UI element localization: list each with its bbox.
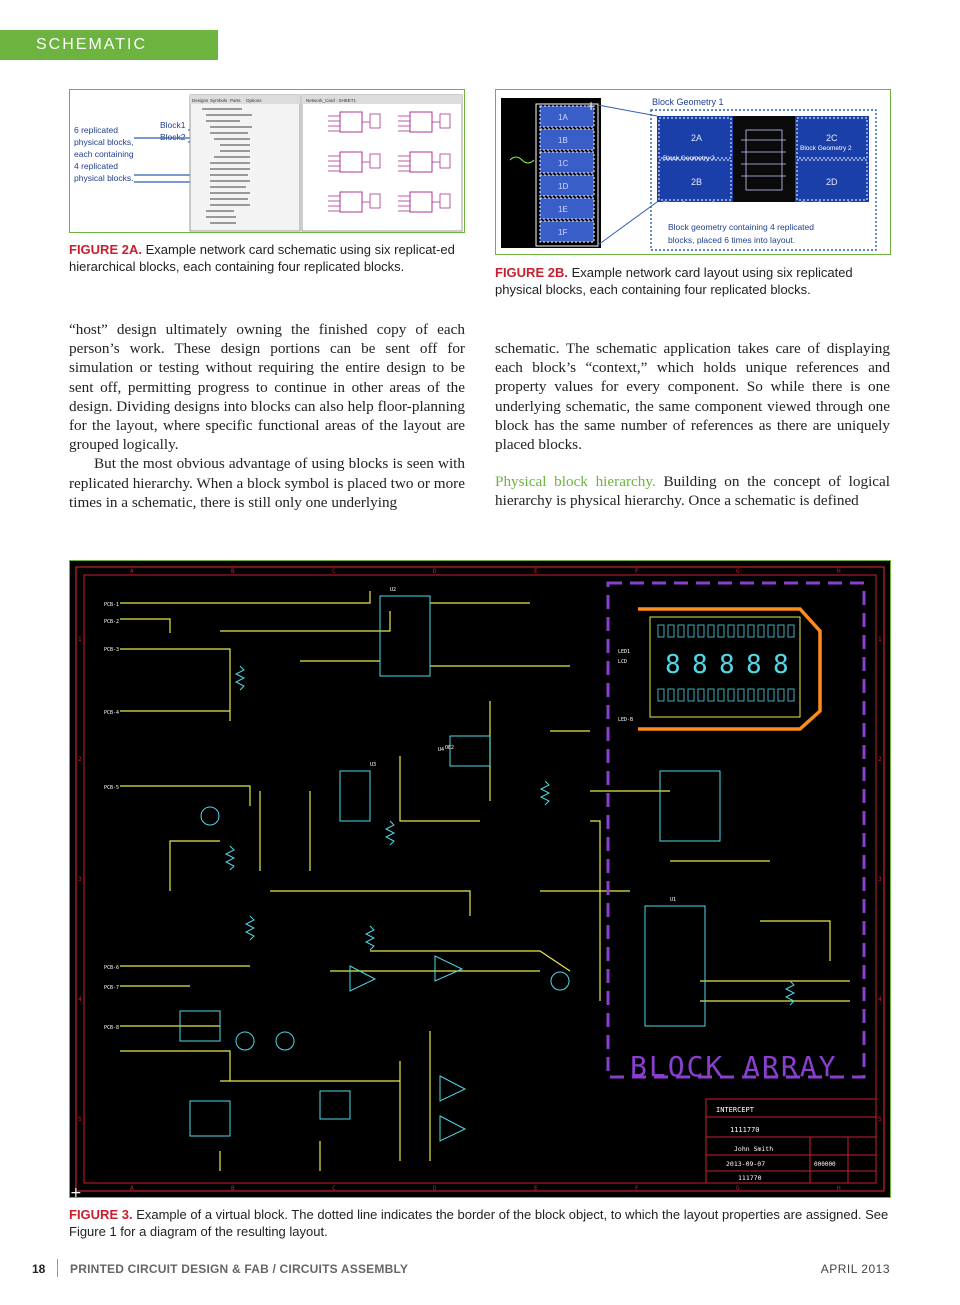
fig3-lcd-digit: 8	[719, 650, 735, 680]
fig3-net-label: PCB-6	[104, 965, 120, 971]
fig3-lcd-pin	[728, 689, 734, 701]
fig3-diode-symbol	[236, 1032, 254, 1050]
fig3-net-label: LED1	[618, 649, 631, 655]
fig3-wire	[370, 951, 570, 971]
fig3-lcd-pin	[688, 689, 694, 701]
fig2a-side-label-5: physical blocks.	[74, 173, 134, 183]
fig3-row-number-right: 5	[878, 1116, 882, 1123]
fig3-opamp	[350, 966, 375, 991]
fig3-net-label: U4	[438, 747, 445, 753]
fig3-lcd-pin	[678, 689, 684, 701]
fig3-row-number-left: 2	[78, 756, 82, 763]
fig3-col-letter-bottom: H	[837, 1185, 841, 1192]
fig3-row-number-left: 4	[78, 996, 82, 1003]
fig3-lcd-pin	[698, 689, 704, 701]
figure-2b-caption-label: FIGURE 2B.	[495, 265, 568, 280]
fig3-row-number-left: 1	[78, 636, 82, 643]
fig3-wire	[590, 821, 600, 1001]
fig2b-geom-label-3: Block Geometry 2	[663, 201, 715, 208]
fig3-component	[645, 906, 705, 1026]
fig3-net-label: PCB-7	[104, 985, 120, 991]
fig3-resistor	[236, 666, 244, 690]
fig3-lcd-pin	[748, 625, 754, 637]
right-paragraph-1: schematic. The schematic application takes care of displaying each block’s “context,” which holds unique references and property values for every component. So while there is one underlying schematic, the same component viewed through one block has the same number of references as there are uniquely placed blocks.	[495, 340, 890, 454]
fig3-net-label: U1	[670, 897, 677, 903]
fig3-net-label: OE2	[445, 745, 455, 751]
figure-2b-image	[496, 90, 890, 254]
fig3-lcd-digit: 8	[746, 650, 762, 680]
figure-3-caption	[69, 1206, 891, 1240]
fig3-opamp	[440, 1116, 465, 1141]
fig3-net-label: PCB-2	[104, 619, 120, 625]
fig2b-sub-label: 1E	[558, 205, 568, 214]
figure-2a-caption-label: FIGURE 2A.	[69, 242, 142, 257]
figure-2b-caption	[495, 264, 891, 298]
right-paragraph-2	[495, 472, 890, 510]
fig3-col-letter-bottom: C	[332, 1185, 336, 1192]
fig2b-sub-label: 1D	[558, 182, 569, 191]
fig3-lcd-pin	[788, 625, 794, 637]
fig3-col-letter-top: B	[231, 568, 235, 575]
fig3-lcd-pin	[658, 689, 664, 701]
fig3-lcd-pin	[738, 625, 744, 637]
fig3-row-number-right: 1	[878, 636, 882, 643]
fig2b-note-2: blocks, placed 6 times into layout.	[668, 235, 796, 245]
fig3-component	[380, 596, 430, 676]
fig3-col-letter-bottom: A	[130, 1185, 134, 1192]
fig3-row-number-right: 3	[878, 876, 882, 883]
figure-3-caption-label: FIGURE 3.	[69, 1207, 133, 1222]
fig3-resistor	[246, 916, 254, 940]
fig3-col-letter-top: A	[130, 568, 134, 575]
fig3-col-letter-top: H	[837, 568, 841, 575]
fig3-resistor	[386, 821, 394, 845]
fig3-component	[340, 771, 370, 821]
fig2b-sub-label: 1B	[558, 136, 568, 145]
fig2b-quad-2c: 2C	[826, 133, 838, 143]
fig3-row-number-right: 2	[878, 756, 882, 763]
fig3-title-block	[706, 1099, 876, 1183]
fig3-col-letter-top: F	[635, 568, 639, 575]
fig3-lcd-pin	[708, 689, 714, 701]
left-paragraph-2: But the most obvious advantage of using blocks is seen with replicated hierarchy. When a block symbol is placed two or more times in a schematic, there is still only one underlying	[69, 455, 465, 511]
fig3-lcd-pin	[748, 689, 754, 701]
fig3-col-letter-top: E	[534, 568, 538, 575]
fig3-net-label: PCB-4	[104, 710, 120, 716]
fig3-wire	[170, 841, 220, 891]
fig3-lcd-pin	[718, 625, 724, 637]
fig3-row-number-left: 3	[78, 876, 82, 883]
fig3-lcd-digit: 8	[665, 650, 681, 680]
fig3-row-number-left: 5	[78, 1116, 82, 1123]
figure-3-schematic	[70, 561, 890, 1197]
fig3-wire	[120, 1051, 230, 1081]
fig3-doc-no: 111770	[738, 1174, 762, 1182]
fig2b-title: Block Geometry 1	[652, 97, 724, 107]
fig2b-note-1: Block geometry containing 4 replicated	[668, 222, 814, 232]
figure-2b-caption-text: Example network card layout using six replicated physical blocks, each containing four replicated blocks.	[495, 265, 853, 297]
fig3-row-number-right: 4	[878, 996, 882, 1003]
fig2b-sub-label: 1C	[558, 159, 569, 168]
fig3-net-label: PCB-3	[104, 647, 120, 653]
fig2b-geom-label-2: Block Geometry 2	[800, 145, 852, 152]
fig3-resistor	[226, 846, 234, 870]
fig3-net-label: PCB-5	[104, 785, 120, 791]
fig3-component	[660, 771, 720, 841]
right-column	[495, 339, 890, 511]
footer-page-number: 18	[32, 1262, 46, 1276]
footer-date: APRIL 2013	[820, 1262, 890, 1276]
fig3-lcd-pin	[788, 689, 794, 701]
right-paragraph-2-text: Building on the concept of logical hierarchy is physical hierarchy. Once a schematic is defined	[495, 473, 891, 510]
fig3-lcd-pin	[768, 689, 774, 701]
fig3-lcd-pin	[678, 625, 684, 637]
fig3-col-letter-top: D	[433, 568, 437, 575]
fig2b-quad-2a: 2A	[691, 133, 703, 143]
section-bold: DESIGN	[36, 66, 110, 83]
fig3-lcd-pin	[778, 689, 784, 701]
fig3-col-letter-top: C	[332, 568, 336, 575]
fig2a-side-label-2: physical blocks,	[74, 137, 134, 147]
fig2a-doc-tab: Network_Card : SHEET1	[306, 98, 357, 103]
fig2a-side-label-4: 4 replicated	[74, 161, 118, 171]
figure-2a-caption	[69, 241, 465, 275]
figure-2b	[495, 89, 891, 255]
fig2b-geom-label-1: Block Geometry 2	[663, 155, 715, 162]
section-tab	[0, 30, 218, 83]
fig3-net-label: PCB-8	[104, 1025, 120, 1031]
fig3-wire	[270, 891, 470, 916]
fig3-resistor	[541, 781, 549, 805]
fig2a-tab-designs: Designs	[192, 98, 209, 103]
svg-text:+: +	[70, 1185, 82, 1197]
right-run-in-head: Physical block hierarchy.	[495, 473, 656, 491]
section-light: SCHEMATIC	[36, 36, 148, 53]
fig3-col-letter-bottom: B	[231, 1185, 235, 1192]
figure-3	[69, 560, 891, 1198]
fig2a-side-label-1: 6 replicated	[74, 125, 118, 135]
fig3-net-label: U2	[390, 587, 397, 593]
fig2a-side-label-3: each containing	[74, 149, 134, 159]
fig3-lcd-digit: 8	[773, 650, 789, 680]
figure-2a-caption-text: Example network card schematic using six replicat-ed hierarchical blocks, each containing four replicated blocks.	[69, 242, 455, 274]
fig2b-quad-2d: 2D	[826, 177, 838, 187]
figure-2a	[69, 89, 465, 233]
fig3-lcd-pin	[708, 625, 714, 637]
fig3-opamp	[440, 1076, 465, 1101]
fig3-wire	[220, 611, 390, 631]
fig3-lcd-pin	[758, 625, 764, 637]
left-column	[69, 320, 465, 512]
fig3-lcd-pin	[718, 689, 724, 701]
footer-publication: PRINTED CIRCUIT DESIGN & FAB / CIRCUITS ASSEMBLY	[70, 1262, 409, 1276]
left-paragraph-1: “host” design ultimately owning the finished copy of each person’s work. These design portions can be sent off for simulation or testing without requiring the entire design to be sent off, permitting progress to continue in other areas of the design. Dividing designs into blocks can also help floor-planning for the layout, where specific functional areas of the layout are grouped logically.	[69, 321, 465, 454]
fig3-lcd-pin	[738, 689, 744, 701]
fig2b-sub-label: 1F	[558, 228, 568, 237]
fig3-lcd-pin	[688, 625, 694, 637]
svg-text:+: +	[586, 99, 597, 113]
fig3-lcd-pin	[758, 689, 764, 701]
fig3-wire	[120, 649, 230, 721]
fig3-net-label: LED-B	[618, 717, 634, 723]
fig2a-tab-options: Options	[246, 98, 262, 103]
fig2a-tab-symbols: Symbols	[210, 98, 228, 103]
footer-divider	[57, 1259, 58, 1277]
fig3-title-name: 1111770	[730, 1126, 760, 1134]
fig3-diode-symbol	[276, 1032, 294, 1050]
fig3-net-label: LCD	[618, 659, 628, 665]
fig3-title-company: INTERCEPT	[716, 1106, 754, 1114]
fig3-component	[320, 1091, 350, 1119]
fig3-lcd-digit: 8	[692, 650, 708, 680]
fig2b-quad-2b: 2B	[691, 177, 703, 187]
fig3-lcd-pin	[668, 625, 674, 637]
fig2a-block1-label: Block1	[160, 120, 186, 130]
fig3-component	[450, 736, 490, 766]
fig3-lcd-pin	[768, 625, 774, 637]
fig3-lcd-pin	[658, 625, 664, 637]
fig3-rev: 000000	[814, 1161, 836, 1168]
fig3-col-letter-top: G	[736, 568, 740, 575]
fig3-col-letter-bottom: F	[635, 1185, 639, 1192]
fig3-resistor	[366, 926, 374, 950]
fig3-wire	[760, 921, 830, 961]
fig3-wire	[120, 786, 250, 806]
fig3-component	[190, 1101, 230, 1136]
fig3-col-letter-bottom: E	[534, 1185, 538, 1192]
fig3-net-label: PCB-1	[104, 602, 120, 608]
fig3-diode-symbol	[551, 972, 569, 990]
fig3-block-array: BLOCK ARRAY	[630, 1050, 838, 1083]
fig3-lcd-pin	[778, 625, 784, 637]
fig2a-block2-label: Block2	[160, 132, 186, 142]
fig2a-tab-parts: Parts	[230, 98, 241, 103]
figure-2a-image	[70, 90, 464, 232]
fig3-wire	[120, 591, 370, 603]
fig3-diode-symbol	[201, 807, 219, 825]
fig3-net-label: U3	[370, 762, 377, 768]
fig3-opamp	[435, 956, 462, 981]
fig3-wire	[120, 619, 170, 633]
fig3-lcd-pin	[728, 625, 734, 637]
fig2b-geom-label-4: BlockGeometry 2	[801, 201, 851, 208]
fig3-col-letter-bottom: D	[433, 1185, 437, 1192]
fig3-col-letter-bottom: G	[736, 1185, 740, 1192]
fig3-lcd-pin	[698, 625, 704, 637]
figure-3-caption-text: Example of a virtual block. The dotted line indicates the border of the block object, to which the layout properties are assigned. See Figure 1 for a diagram of the resulting layout.	[69, 1207, 889, 1239]
fig2b-sub-label: 1A	[558, 113, 568, 122]
fig3-date: 2013-09-07	[726, 1160, 766, 1168]
fig3-drawn-by: John Smith	[734, 1145, 774, 1153]
fig3-lcd-pin	[668, 689, 674, 701]
